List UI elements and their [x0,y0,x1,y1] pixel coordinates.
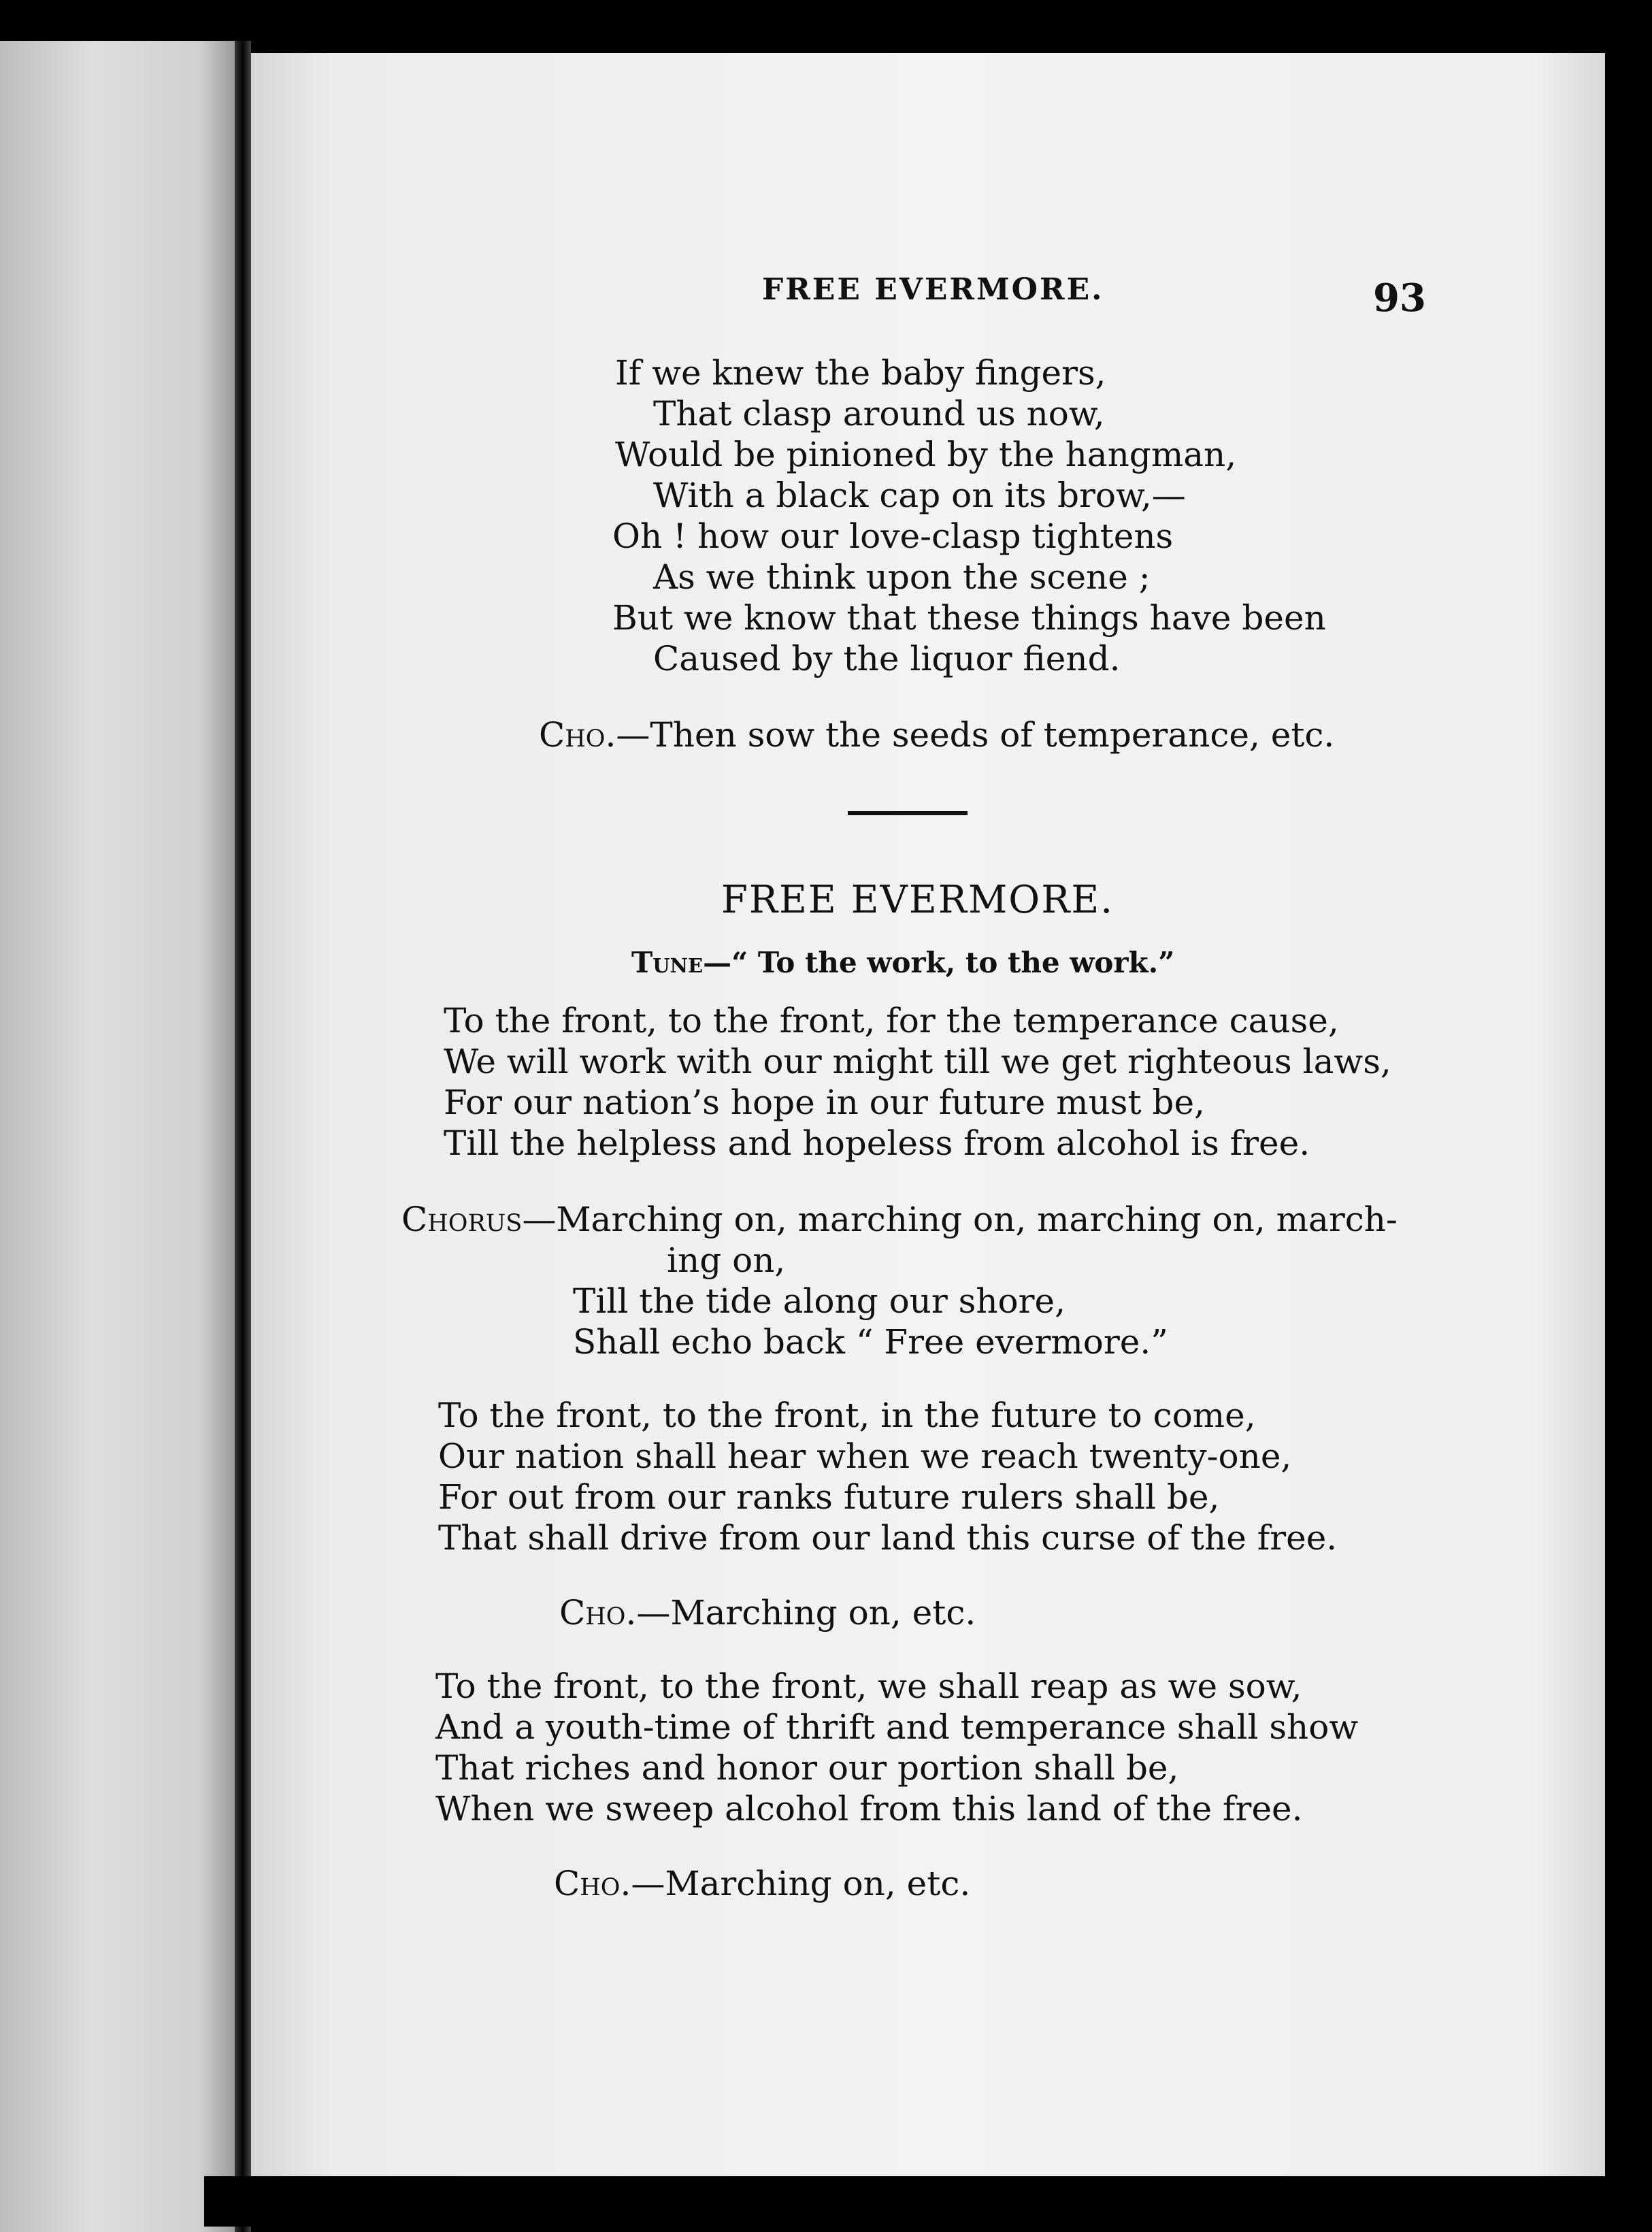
verse-line: Would be pinioned by the hangman, [615,435,1237,474]
verse-line: For our nation’s hope in our future must be, [444,1083,1205,1122]
tune-line [631,946,1174,979]
chorus-reference-text: —Then sow the seeds of temperance, etc. [616,715,1335,755]
chorus-reference [554,1863,970,1904]
chorus-line: Shall echo back “ Free evermore.” [573,1322,1168,1362]
verse-line: As we think upon the scene ; [653,557,1151,597]
chorus-label: Chorus [401,1200,523,1239]
verse-line: Till the helpless and hopeless from alcohol is free. [444,1123,1310,1163]
verse-line: To the front, to the front, we shall reap as we sow, [435,1667,1302,1706]
page-number: 93 [1373,276,1426,321]
chorus-label: Cho. [559,1593,637,1632]
chorus-line: ing on, [667,1241,786,1280]
verse-line: If we knew the baby fingers, [615,353,1106,393]
song-title: FREE EVERMORE. [721,878,1114,922]
verse-line: But we know that these things have been [612,598,1326,638]
left-page-edge [0,41,235,2232]
verse-line: Caused by the liquor fiend. [653,639,1121,678]
tune-label: Tune [631,946,704,979]
chorus-reference-text: —Marching on, etc. [636,1593,976,1632]
verse-line: Oh ! how our love-clasp tightens [612,516,1174,556]
verse-line: To the front, to the front, for the temperance cause, [444,1001,1339,1040]
chorus-reference [559,1592,976,1633]
chorus-label: Cho. [539,715,616,755]
verse-line: When we sweep alcohol from this land of the free. [435,1789,1303,1828]
verse-line: For out from our ranks future rulers shall be, [438,1477,1220,1517]
chorus-reference-text: —Marching on, etc. [631,1864,971,1903]
chorus-label: Cho. [554,1864,631,1903]
scan-border-bottom [204,2176,1652,2227]
chorus-text: —Marching on, marching on, marching on, march- [522,1200,1398,1239]
verse-line: That riches and honor our portion shall be, [435,1748,1179,1788]
chorus-line: Till the tide along our shore, [573,1281,1066,1321]
chorus-reference [539,715,1334,755]
tune-text: —“ To the work, to the work.” [703,946,1175,979]
verse-line: We will work with our might till we get righteous laws, [444,1042,1391,1081]
page-gutter [235,41,251,2232]
verse-line: And a youth-time of thrift and temperance shall show [435,1707,1359,1747]
verse-line: That clasp around us now, [653,394,1105,433]
verse-line: To the front, to the front, in the future to come, [438,1396,1256,1435]
verse-line: With a black cap on its brow,— [653,476,1186,515]
scan-border-right [1605,53,1652,2227]
verse-line: That shall drive from our land this curse of the free. [438,1518,1338,1558]
section-divider [848,811,968,815]
chorus-line [401,1199,1398,1240]
running-head: FREE EVERMORE. [762,272,1104,307]
verse-line: Our nation shall hear when we reach twenty-one, [438,1437,1292,1476]
